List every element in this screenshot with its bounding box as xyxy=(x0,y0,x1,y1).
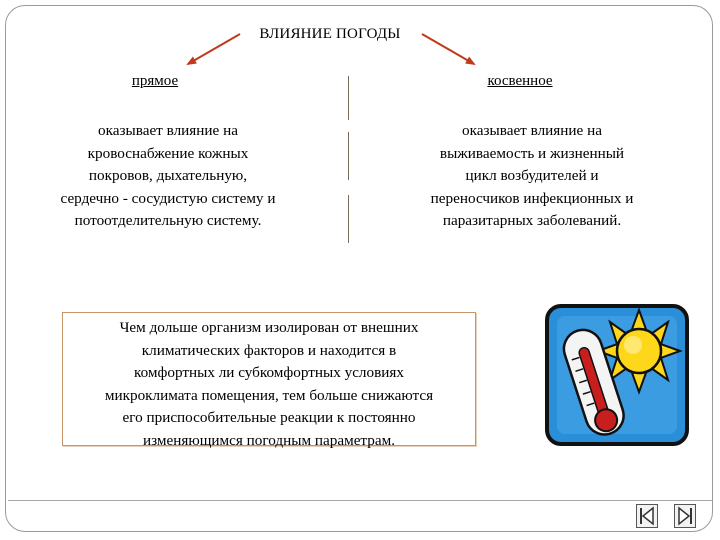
direct-heading: прямое xyxy=(131,73,179,89)
next-slide-button[interactable] xyxy=(674,504,696,528)
indirect-line: паразитарных заболеваний. xyxy=(442,212,622,229)
indirect-line: выживаемость и жизненный xyxy=(439,144,625,162)
note-line: Чем дольше организм изолирован от внешних xyxy=(119,319,419,336)
previous-slide-icon xyxy=(637,505,657,527)
note-line: климатических факторов и находится в xyxy=(141,341,397,359)
indirect-description xyxy=(392,120,672,233)
column-divider-top xyxy=(348,76,349,120)
direct-line: покровов, дыхательную, xyxy=(88,167,248,184)
indirect-line: цикл возбудителей и xyxy=(465,167,599,184)
direct-description xyxy=(28,120,308,233)
note-line: комфортных ли субкомфортных условиях xyxy=(134,364,404,381)
sun-thermometer-icon xyxy=(543,300,693,450)
note-text xyxy=(66,317,472,452)
arrow-to-indirect xyxy=(422,34,474,64)
note-line: изменяющимся погодным параметрам. xyxy=(143,431,395,449)
column-divider-bottom xyxy=(348,195,349,243)
direct-line: кровоснабжение кожных xyxy=(87,144,249,162)
navigation-divider xyxy=(8,500,712,501)
note-line: микроклимата помещения, тем больше снижаются xyxy=(104,386,434,404)
note-line: его приспособительные реакции к постоянно xyxy=(122,409,416,426)
direct-line: потоотделительную систему. xyxy=(74,212,262,229)
direct-line: сердечно - сосудистую систему и xyxy=(60,189,276,207)
direct-line: оказывает влияние на xyxy=(98,122,238,139)
indirect-line: переносчиков инфекционных и xyxy=(430,189,634,207)
previous-slide-button[interactable] xyxy=(636,504,658,528)
next-slide-icon xyxy=(675,505,695,527)
column-divider-middle xyxy=(348,132,349,180)
indirect-line: оказывает влияние на xyxy=(462,122,602,139)
slide-title: ВЛИЯНИЕ ПОГОДЫ xyxy=(259,26,401,42)
indirect-heading: косвенное xyxy=(487,73,553,89)
arrow-to-direct xyxy=(188,34,240,64)
